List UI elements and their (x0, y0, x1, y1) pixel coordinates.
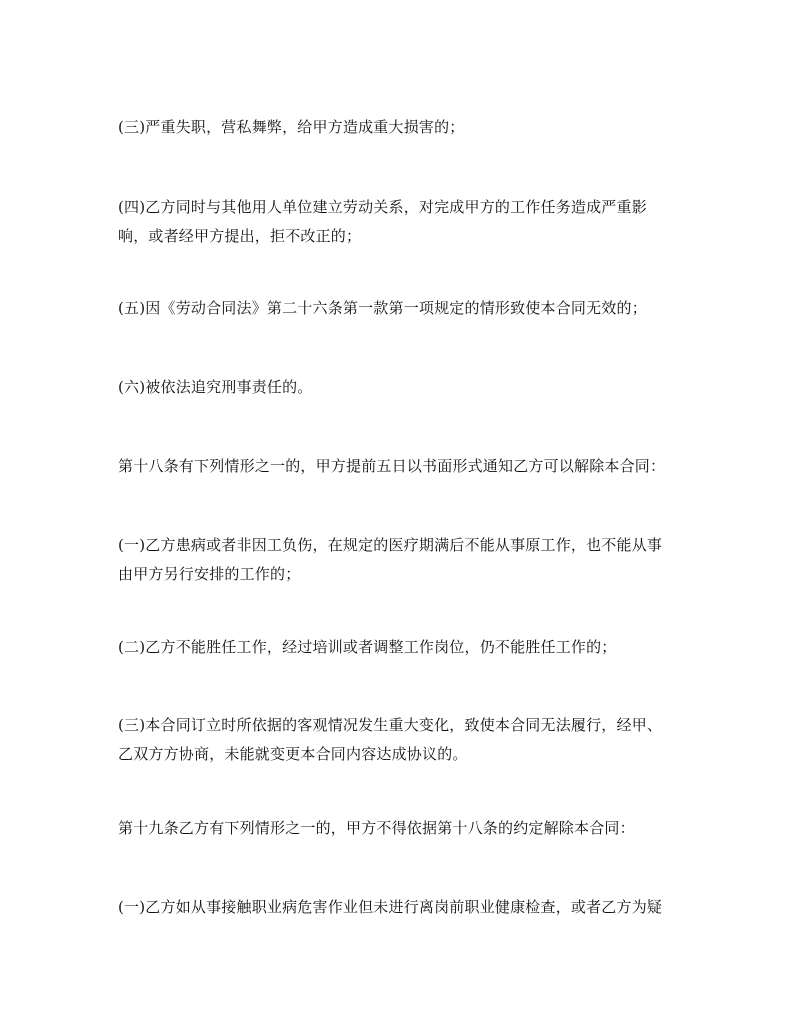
paragraph-line: 第十九条乙方有下列情形之一的，甲方不得依据第十八条的约定解除本合同： (118, 819, 635, 837)
paragraph-line: (六)被依法追究刑事责任的。 (118, 378, 313, 396)
paragraph-clause-5-invalid-contract (118, 294, 686, 323)
paragraph-line: (一)乙方如从事接触职业病危害作业但未进行离岗前职业健康检查，或者乙方为疑 (118, 898, 663, 916)
paragraph-line: (五)因《劳动合同法》第二十六条第一款第一项规定的情形致使本合同无效的； (118, 299, 647, 317)
paragraph-article-18-item-3 (118, 711, 686, 769)
paragraph-line: (四)乙方同时与其他用人单位建立劳动关系，对完成甲方的工作任务造成严重影 (118, 198, 647, 216)
paragraph-clause-3-serious-negligence (118, 113, 686, 142)
paragraph-clause-4-dual-employment (118, 193, 686, 251)
paragraph-article-19-item-1 (118, 893, 686, 922)
paragraph-line: 第十八条有下列情形之一的，甲方提前五日以书面形式通知乙方可以解除本合同： (118, 457, 666, 475)
paragraph-article-18-item-2 (118, 633, 686, 662)
paragraph-article-18-item-1 (118, 531, 686, 589)
paragraph-article-19 (118, 814, 686, 843)
paragraph-line: 响，或者经甲方提出，拒不改正的； (118, 227, 362, 245)
paragraph-line: 乙双方方协商，未能就变更本合同内容达成协议的。 (118, 745, 468, 763)
paragraph-article-18 (118, 452, 686, 481)
paragraph-clause-6-criminal-liability (118, 373, 686, 402)
paragraph-line: (二)乙方不能胜任工作，经过培训或者调整工作岗位，仍不能胜任工作的； (118, 638, 617, 656)
paragraph-line: (一)乙方患病或者非因工负伤，在规定的医疗期满后不能从事原工作，也不能从事 (118, 536, 663, 554)
paragraph-line: (三)本合同订立时所依据的客观情况发生重大变化，致使本合同无法履行，经甲、 (118, 716, 663, 734)
paragraph-line: (三)严重失职，营私舞弊，给甲方造成重大损害的； (118, 118, 465, 136)
paragraph-line: 由甲方另行安排的工作的； (118, 565, 301, 583)
